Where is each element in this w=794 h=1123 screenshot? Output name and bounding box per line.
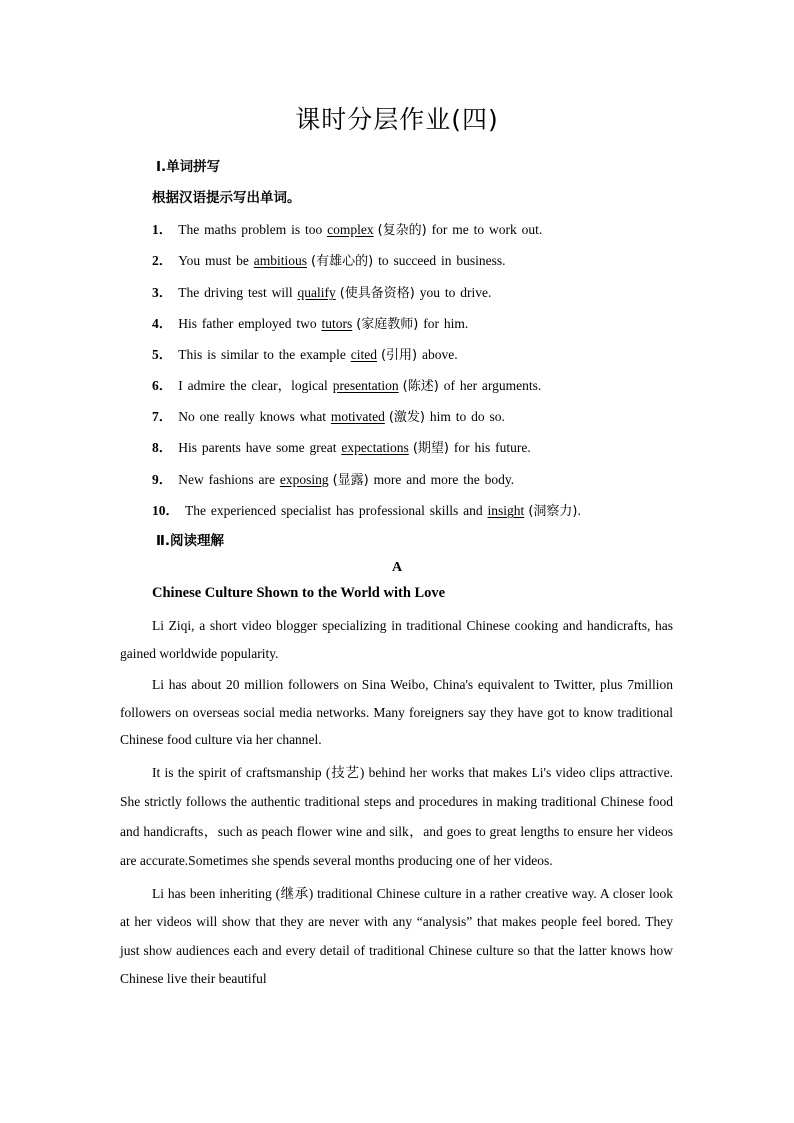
item-text-before: His parents have some great: [178, 440, 342, 455]
section-heading-reading: Ⅱ.阅读理解: [156, 533, 225, 549]
item-answer: tutors: [321, 316, 353, 331]
item-text-before: New fashions are: [178, 472, 280, 487]
item-number: 2．: [152, 253, 173, 268]
item-text-before: The maths problem is too: [178, 222, 328, 237]
item-text-after: more and more the body.: [368, 472, 515, 487]
item-text-after: him to do so.: [425, 409, 505, 424]
item-number: 7．: [152, 409, 173, 424]
item-answer: cited: [350, 347, 377, 362]
exercise-item: [152, 312, 468, 332]
item-number: 8．: [152, 440, 173, 455]
item-text-before: No one really knows what: [178, 409, 331, 424]
item-text-after: to succeed in business.: [373, 253, 506, 268]
item-chinese-hint: (显露): [332, 473, 369, 488]
section-instruction: 根据汉语提示写出单词。: [152, 190, 301, 206]
passage-paragraph: Li has been inheriting (继承) traditional Chinese culture in a rather creative way. A closer look at her videos will show that they are never with any “analysis” that makes people feel bored. They just show audiences each and every detail of traditional Chinese culture so that the latter knows how Chinese live their beautiful: [120, 885, 673, 986]
item-chinese-hint: (陈述): [402, 379, 439, 394]
item-text-after: of her arguments.: [438, 378, 542, 393]
exercise-item: [152, 281, 491, 301]
passage-label: A: [391, 560, 403, 575]
item-text-after: for me to work out.: [426, 222, 543, 237]
item-text-before: I admire the clear，logical: [178, 378, 333, 393]
item-number: 4．: [152, 316, 173, 331]
item-chinese-hint: (期望): [412, 441, 449, 456]
item-number: 5．: [152, 347, 173, 362]
item-text-before: His father employed two: [178, 316, 322, 331]
exercise-item: [152, 405, 505, 425]
item-text-before: This is similar to the example: [178, 347, 351, 362]
item-answer: qualify: [297, 285, 336, 300]
item-number: 10．: [152, 503, 179, 518]
item-chinese-hint: (洞察力): [528, 504, 578, 519]
item-text-after: you to drive.: [414, 285, 492, 300]
item-answer: exposing: [279, 472, 329, 487]
passage-body: [120, 612, 673, 998]
item-text-after: above.: [417, 347, 458, 362]
item-number: 9．: [152, 472, 173, 487]
exercise-item: [152, 343, 458, 363]
exercise-item: [152, 499, 581, 519]
item-text-after: for his future.: [448, 440, 531, 455]
passage-paragraph: Li has about 20 million followers on Sina Weibo, China's equivalent to Twitter, plus 7million followers on overseas social media networks. Many foreigners say they have got to know traditional Chinese food culture via her channel.: [120, 677, 673, 747]
item-answer: expectations: [341, 440, 409, 455]
item-number: 6．: [152, 378, 173, 393]
item-answer: insight: [487, 503, 525, 518]
item-text-before: The experienced specialist has professional skills and: [185, 503, 488, 518]
item-chinese-hint: (激发): [388, 410, 425, 425]
section-heading-spelling: Ⅰ.单词拼写: [156, 159, 221, 175]
item-chinese-hint: (使具备资格): [339, 286, 415, 301]
passage-paragraph: It is the spirit of craftsmanship (技艺) behind her works that makes Li's video clips attractive. She strictly follows the authentic traditional steps and procedures in making traditional Chinese food and handicrafts，such as peach flower wine and silk，and goes to great lengths to ensure her videos are accurate.Sometimes she spends several months producing one of her videos.: [120, 764, 673, 868]
item-chinese-hint: (引用): [380, 348, 418, 363]
item-text-before: The driving test will: [178, 285, 298, 300]
exercise-item: [152, 436, 531, 456]
item-text-after: .: [577, 503, 581, 518]
item-chinese-hint: (家庭教师): [356, 317, 419, 332]
exercise-item: [152, 249, 506, 269]
item-chinese-hint: (有雄心的): [311, 254, 374, 269]
exercise-item: [152, 468, 514, 488]
item-answer: ambitious: [253, 253, 308, 268]
item-answer: presentation: [332, 378, 399, 393]
passage-title: Chinese Culture Shown to the World with Love: [152, 585, 446, 601]
item-chinese-hint: (复杂的): [377, 223, 427, 238]
item-number: 3．: [152, 285, 173, 300]
exercise-item: [152, 218, 542, 238]
exercise-item: [152, 374, 541, 394]
item-answer: complex: [327, 222, 374, 237]
passage-paragraph: Li Ziqi, a short video blogger specializing in traditional Chinese cooking and handicrafts, has gained worldwide popularity.: [120, 618, 673, 661]
item-number: 1．: [152, 222, 173, 237]
item-answer: motivated: [330, 409, 385, 424]
page-title: 课时分层作业(四): [295, 105, 499, 134]
item-text-after: for him.: [418, 316, 469, 331]
item-text-before: You must be: [178, 253, 254, 268]
